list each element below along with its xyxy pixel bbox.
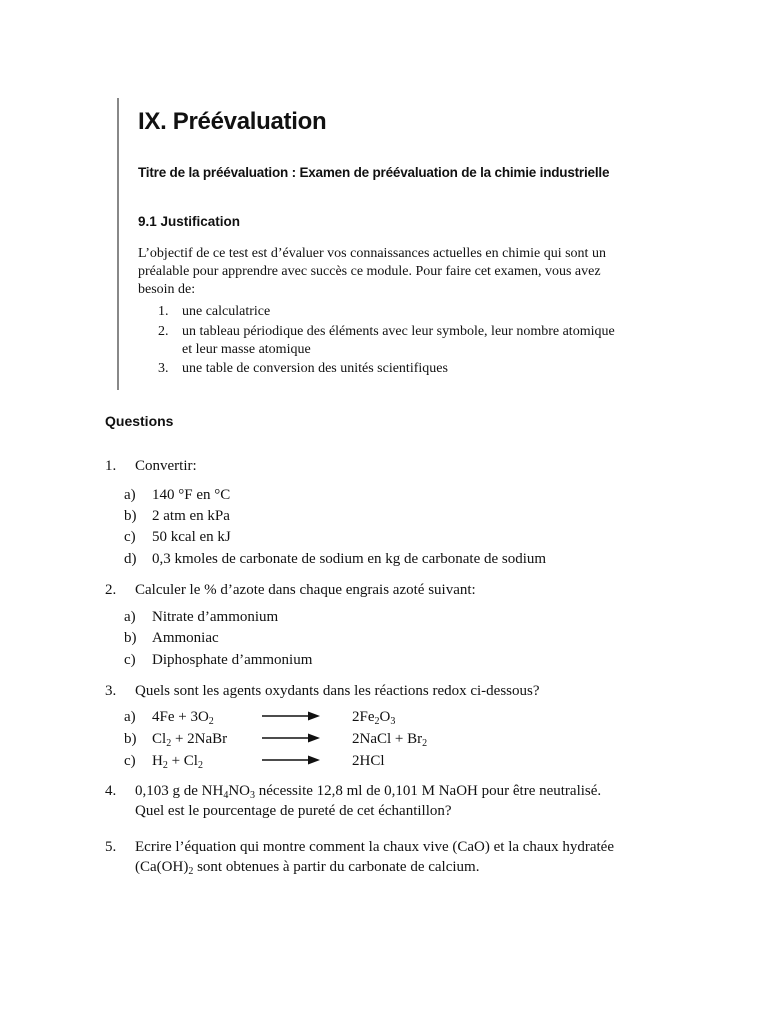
intro-line: préalable pour apprendre avec succès ce module. Pour faire cet examen, vous avez (138, 264, 601, 279)
item-label: c) (124, 753, 136, 769)
item-text: Nitrate d’ammonium (152, 609, 279, 625)
question-text-continued: ($Ca(OH)_2$ sont obtenues à partir du carbonate de calcium. (135, 859, 480, 877)
requirement-number: 2. (158, 324, 169, 339)
item-label: a) (124, 609, 136, 625)
products: 2HCl (352, 753, 385, 769)
reactants: $Cl_2$ + 2NaBr (152, 731, 228, 749)
question-item (124, 506, 230, 526)
section-heading: 9.1 Justification (138, 214, 241, 229)
reaction-row (124, 707, 524, 729)
question-1 (105, 456, 197, 476)
intro-paragraph (138, 245, 658, 299)
question-item (124, 549, 546, 569)
item-text: Diphosphate d’ammonium (152, 652, 313, 668)
margin-rule (117, 98, 119, 390)
assessment-subtitle: Titre de la préévaluation : Examen de préévaluation de la chimie industrielle (138, 165, 610, 180)
intro-line: besoin de: (138, 282, 196, 297)
reaction-row (124, 729, 524, 751)
question-number: 1. (105, 458, 117, 474)
intro-line: L’objectif de ce test est d’évaluer vos connaissances actuelles en chimie qui sont un (138, 246, 606, 261)
reactants: $H_2 + Cl_2$ (152, 753, 203, 771)
question-item (124, 607, 278, 627)
question-2 (105, 580, 476, 600)
question-number: 2. (105, 582, 117, 598)
reactants: $4Fe + 3O_2$ (152, 709, 214, 727)
requirement-item (138, 323, 615, 359)
reaction-arrow-icon (262, 732, 320, 744)
question-3 (105, 681, 540, 701)
item-label: c) (124, 529, 136, 545)
questions-heading: Questions (105, 413, 174, 429)
question-number: 3. (105, 683, 117, 699)
question-text: Ecrire l’équation qui montre comment la chaux vive (CaO) et la chaux hydratée (135, 839, 614, 855)
question-4 (105, 781, 601, 821)
requirement-number: 1. (158, 304, 169, 319)
question-5 (105, 837, 614, 877)
item-label: d) (124, 551, 137, 567)
question-item (124, 628, 219, 648)
item-label: b) (124, 508, 137, 524)
reaction-row (124, 751, 524, 773)
requirement-text: une table de conversion des unités scientifiques (182, 361, 448, 376)
reaction-arrow-icon (262, 710, 320, 722)
item-label: b) (124, 731, 137, 747)
item-label: c) (124, 652, 136, 668)
item-label: b) (124, 630, 137, 646)
reaction-arrow-icon (262, 754, 320, 766)
products: $2Fe_2O_3$ (352, 709, 396, 727)
products: 2NaCl + $Br_2$ (352, 731, 428, 749)
item-label: a) (124, 487, 136, 503)
item-text: Ammoniac (152, 630, 219, 646)
question-number: 5. (105, 839, 117, 855)
requirement-text: un tableau périodique des éléments avec leur symbole, leur nombre atomique (182, 324, 615, 339)
requirement-text-continued: et leur masse atomique (182, 342, 311, 357)
question-item (124, 650, 312, 670)
question-item (124, 527, 231, 547)
question-number: 4. (105, 783, 117, 799)
question-text: Convertir: (135, 458, 197, 474)
question-text: Quels sont les agents oxydants dans les réactions redox ci-dessous? (135, 683, 540, 699)
requirement-text: une calculatrice (182, 304, 271, 319)
item-text: 50 kcal en kJ (152, 529, 231, 545)
requirement-item (138, 360, 448, 378)
requirement-item (138, 303, 270, 321)
item-text: 140 °F en °C (152, 487, 231, 503)
question-text: 0,103 g de $NH_4NO_3$ nécessite 12,8 ml de 0,101 M NaOH pour être neutralisé. (135, 783, 602, 801)
item-text: 0,3 kmoles de carbonate de sodium en kg de carbonate de sodium (152, 551, 547, 567)
question-item (124, 485, 230, 505)
requirement-number: 3. (158, 361, 169, 376)
question-text-continued: Quel est le pourcentage de pureté de cet échantillon? (135, 803, 452, 819)
item-text: 2 atm en kPa (152, 508, 230, 524)
question-text: Calculer le % d’azote dans chaque engrais azoté suivant: (135, 582, 476, 598)
item-label: a) (124, 709, 136, 725)
page-title: IX. Préévaluation (138, 108, 327, 135)
